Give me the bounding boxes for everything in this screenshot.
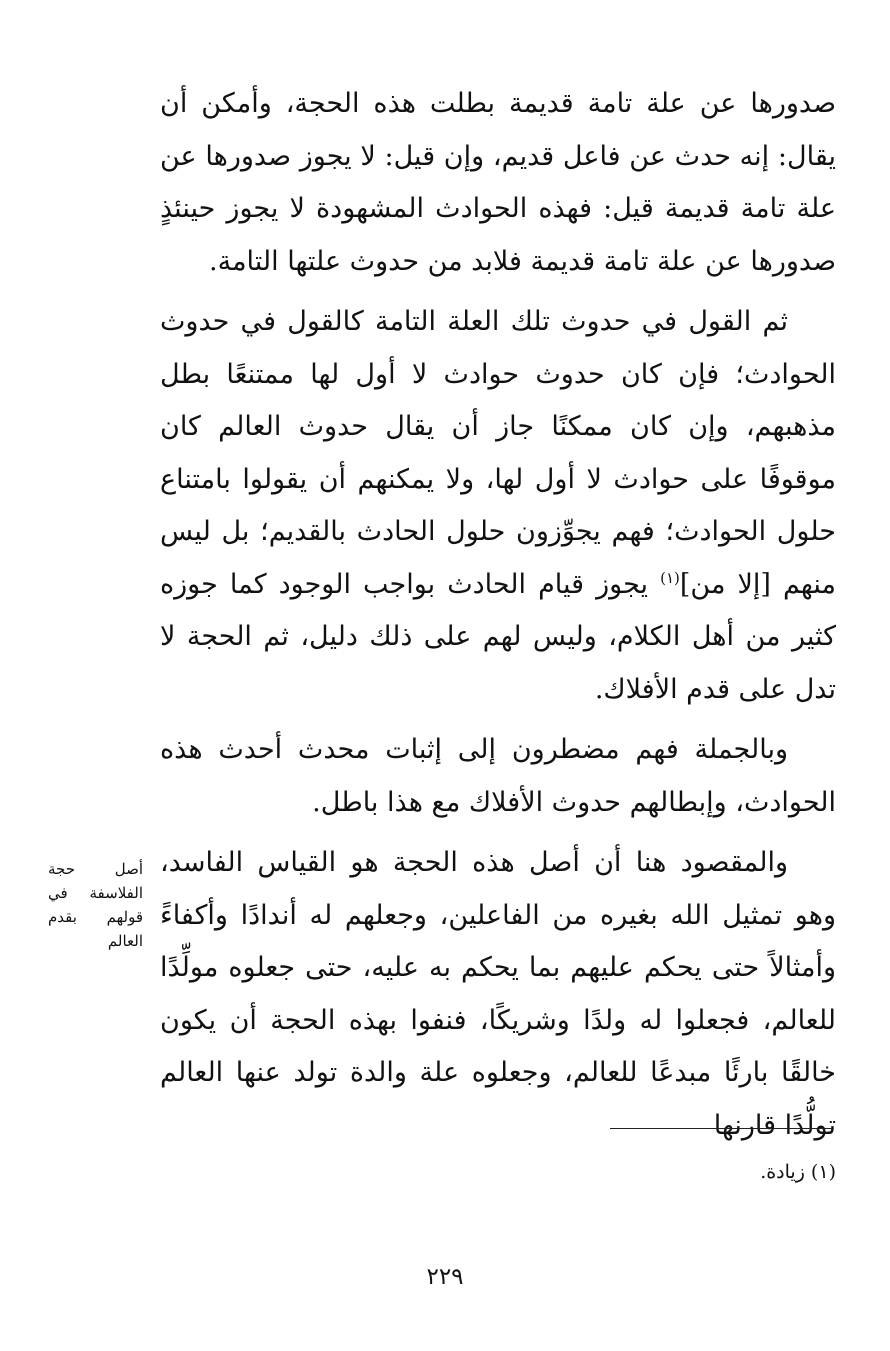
footnote-reference: (١) bbox=[660, 568, 680, 587]
main-text bbox=[160, 78, 836, 1152]
paragraph-4: والمقصود هنا أن أصل هذه الحجة هو القياس الفاسد، وهو تمثيل الله بغيره من الفاعلين، وجعلهم له أندادًا وأكفاءً وأمثالاً حتى يحكم عليهم بما يحكم به عليه، حتى جعلوه مولِّدًا للعالم، فجعلوا له ولدًا وشريكًا، فنفوا بهذه الحجة أن يكون خالقًا بارئًا مبدعًا للعالم، وجعلوه علة والدة تولد عنها العالم تولُّدًا قارنها bbox=[160, 847, 836, 1141]
paragraph-1: صدورها عن علة تامة قديمة بطلت هذه الحجة، وأمكن أن يقال: إنه حدث عن فاعل قديم، وإن قيل: لا يجوز صدورها عن علة تامة قديمة قيل: فهذه الحوادث المشهودة لا يجوز حينئذٍ صدورها عن علة تامة قديمة فلابد من حدوث علتها التامة. bbox=[160, 88, 836, 277]
margin-note: أصل حجة الفلاسفة في قولهم بقدم العالم bbox=[48, 860, 143, 950]
paragraph-2 bbox=[160, 296, 836, 716]
paragraph-2-part-1: ثم القول في حدوث تلك العلة التامة كالقول في حدوث الحوادث؛ فإن كان حدوث حوادث لا أول لها ممتنعًا بطل مذهبهم، وإن كان ممكنًا جاز أن يقال حدوث العالم كان موقوفًا على حوادث لا أول لها، ولا يمكنهم أن يقولوا بامتناع حلول الحوادث؛ فهم يجوِّزون حلول الحادث بالقديم؛ بل ليس منهم [إلا من] bbox=[160, 306, 836, 600]
paragraph-3: وبالجملة فهم مضطرون إلى إثبات محدث أحدث هذه الحوادث، وإبطالهم حدوث الأفلاك مع هذا باطل. bbox=[160, 734, 836, 818]
page-number: ٢٢٩ bbox=[426, 1264, 464, 1290]
paragraph-2-part-2: يجوز قيام الحادث بواجب الوجود كما جوزه كثير من أهل الكلام، وليس لهم على ذلك دليل، ثم الحجة لا تدل على قدم الأفلاك. bbox=[160, 568, 836, 705]
footnote-divider bbox=[610, 1128, 832, 1129]
footnote: (١) زيادة. bbox=[760, 1161, 836, 1183]
